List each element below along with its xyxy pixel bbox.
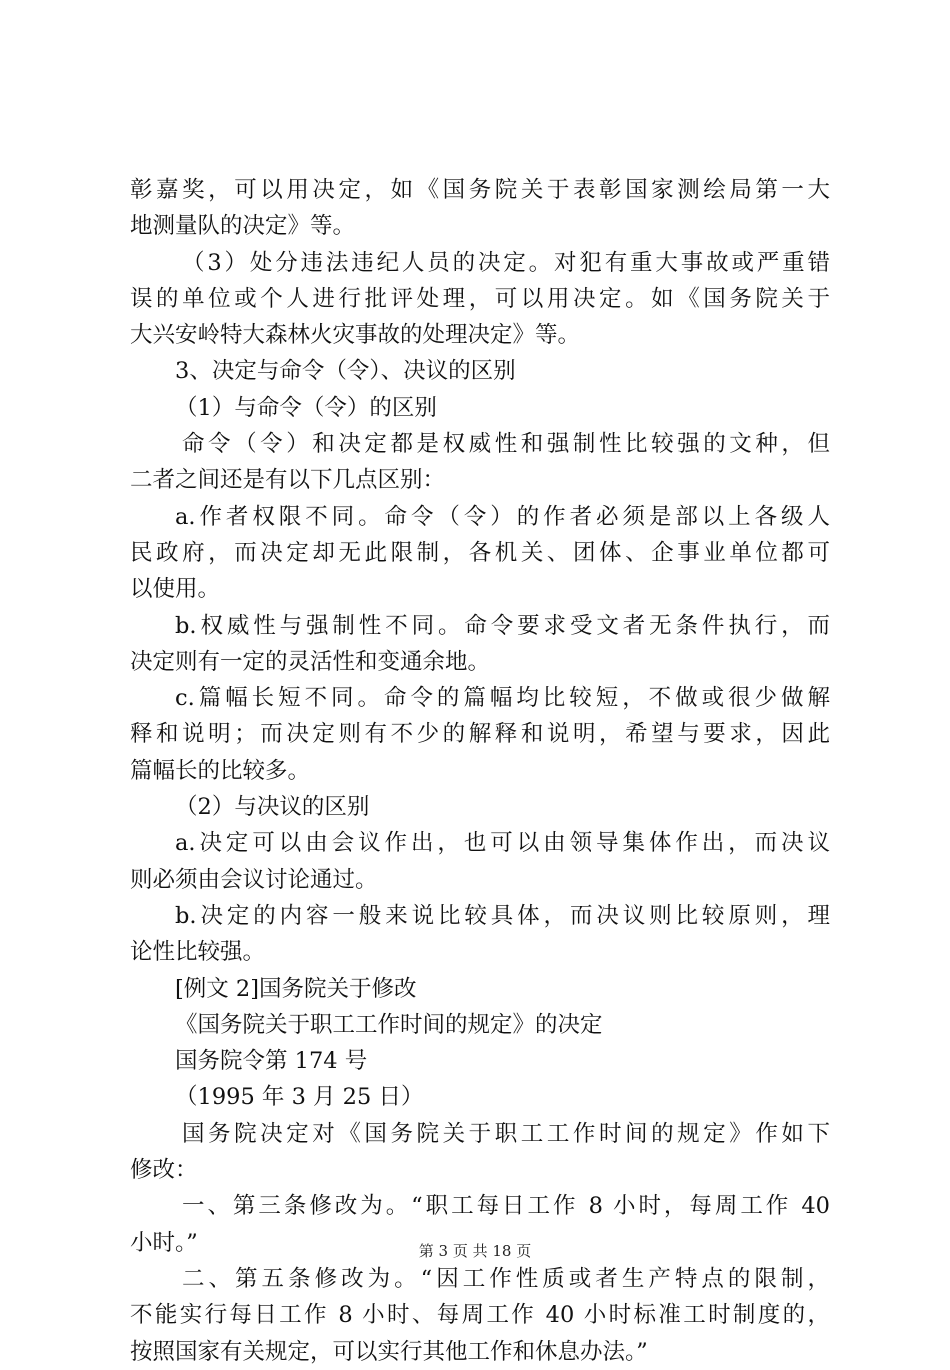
text-line: 一、第三条修改为。“职工每日工作 8 小时，每周工作 40 (182, 1193, 830, 1220)
text-line: 修改： (130, 1157, 198, 1184)
text-line: （1）与命令（令）的区别 (175, 394, 437, 421)
text-line: 地测量队的决定》等。 (130, 213, 356, 240)
text-line: 命令（令）和决定都是权威性和强制性比较强的文种，但 (182, 431, 830, 458)
text-line: 以使用。 (130, 576, 221, 603)
text-line: 不能实行每日工作 8 小时、每周工作 40 小时标准工时制度的， (130, 1302, 830, 1329)
text-line: 3、决定与命令（令）、决议的区别 (175, 358, 516, 385)
text-line: 决定则有一定的灵活性和变通余地。 (130, 648, 491, 675)
text-line: a.作者权限不同。命令（令）的作者必须是部以上各级人 (175, 503, 830, 530)
text-line: 民政府，而决定却无此限制，各机关、团体、企事业单位都可 (130, 539, 830, 566)
text-line: （1995 年 3 月 25 日） (175, 1084, 424, 1111)
text-line: b.权威性与强制性不同。命令要求受文者无条件执行，而 (175, 612, 830, 639)
text-line: 国务院决定对《国务院关于职工工作时间的规定》作如下 (182, 1120, 830, 1147)
page-footer: 第 3 页 共 18 页 (418, 1242, 532, 1260)
text-line: 释和说明；而决定则有不少的解释和说明，希望与要求，因此 (130, 721, 830, 748)
text-line: 则必须由会议讨论通过。 (130, 866, 378, 893)
text-line: 二者之间还是有以下几点区别： (130, 467, 446, 494)
text-line: （3）处分违法违纪人员的决定。对犯有重大事故或严重错 (182, 249, 830, 276)
text-line: 论性比较强。 (130, 939, 266, 966)
text-line: b.决定的内容一般来说比较具体，而决议则比较原则，理 (175, 902, 830, 929)
text-line: 小时。” (130, 1229, 198, 1256)
text-line: 《国务院关于职工工作时间的规定》的决定 (175, 1011, 603, 1038)
text-line: c.篇幅长短不同。命令的篇幅均比较短，不做或很少做解 (175, 685, 830, 712)
text-line: a.决定可以由会议作出，也可以由领导集体作出，而决议 (175, 830, 830, 857)
text-line: 国务院令第 174 号 (175, 1048, 368, 1075)
text-line: 误的单位或个人进行批评处理，可以用决定。如《国务院关于 (130, 285, 830, 312)
document-body (130, 172, 830, 1370)
text-line: （2）与决议的区别 (175, 794, 370, 821)
text-line: 篇幅长的比较多。 (130, 757, 311, 784)
text-line: [例文 2]国务院关于修改 (175, 975, 417, 1002)
text-line: 大兴安岭特大森林火灾事故的处理决定》等。 (130, 322, 581, 349)
text-line: 彰嘉奖，可以用决定，如《国务院关于表彰国家测绘局第一大 (130, 177, 830, 203)
text-line: 二、第五条修改为。“因工作性质或者生产特点的限制， (182, 1265, 830, 1292)
text-line: 按照国家有关规定，可以实行其他工作和休息办法。” (130, 1338, 648, 1365)
